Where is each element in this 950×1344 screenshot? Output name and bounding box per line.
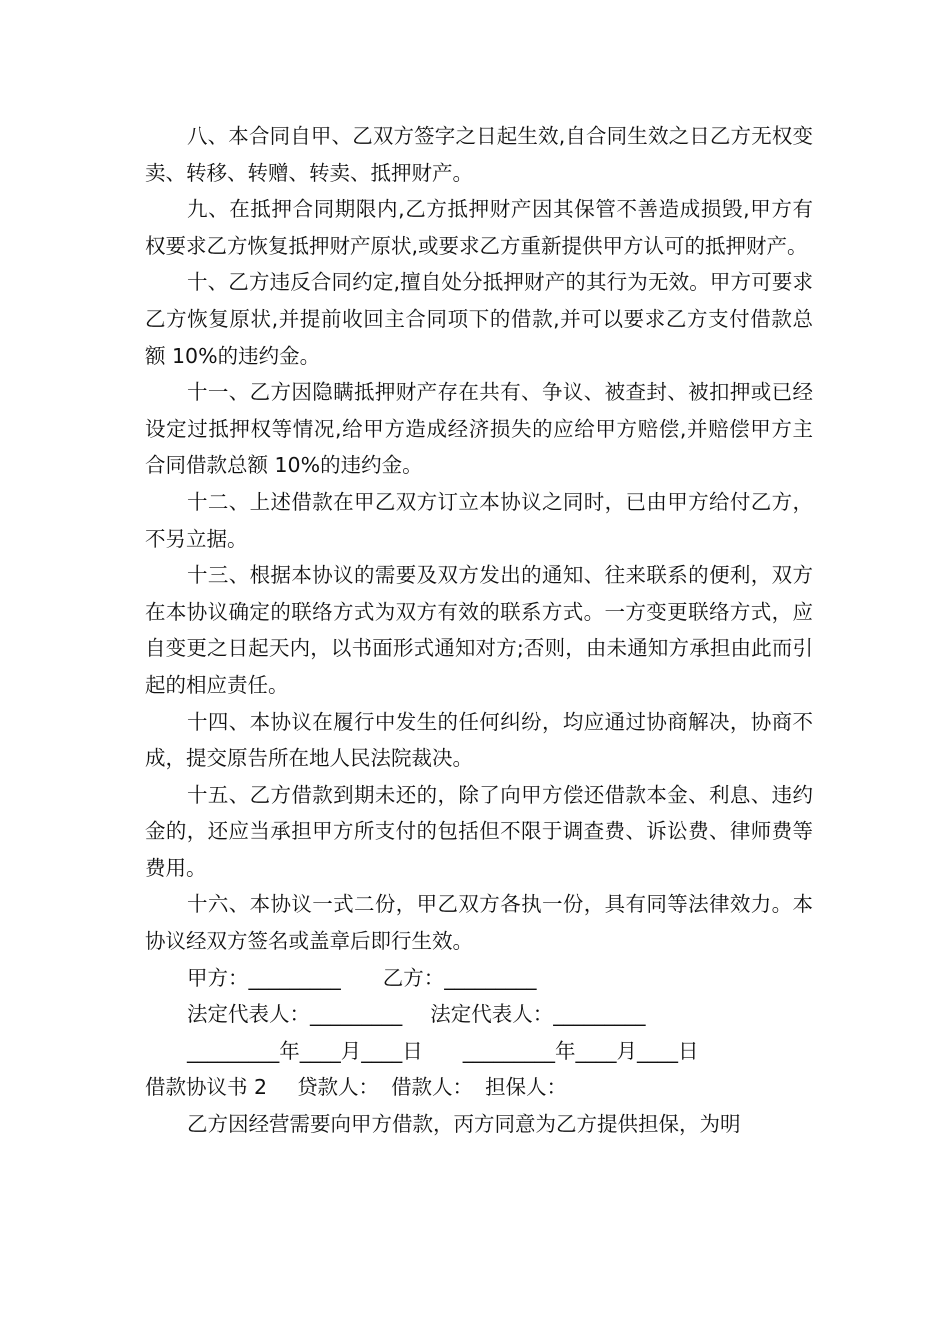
signature-representatives-row bbox=[145, 996, 813, 1033]
signature-parties-row bbox=[145, 960, 813, 997]
clause-11: 十一、乙方因隐瞒抵押财产存在共有、争议、被查封、被扣押或已经设定过抵押权等情况,给甲方造成经济损失的应给甲方赔偿,并赔偿甲方主合同借款总额 10%的违约金。 bbox=[145, 380, 813, 478]
borrower-label: 借款人： bbox=[391, 1075, 474, 1100]
party-b-signature: 乙方：_________ bbox=[382, 965, 537, 990]
date-a: _________年____月____日 bbox=[187, 1038, 423, 1063]
date-b: _________年____月____日 bbox=[462, 1038, 699, 1063]
clause-12: 十二、上述借款在甲乙双方订立本协议之同时，已由甲方给付乙方，不另立据。 bbox=[145, 489, 813, 551]
clause-15: 十五、乙方借款到期未还的，除了向甲方偿还借款本金、利息、违约金的，还应当承担甲方所支付的包括但不限于调查费、诉讼费、律师费等费用。 bbox=[145, 782, 813, 880]
signature-dates-row bbox=[145, 1033, 813, 1070]
next-section-title: 借款协议书 2 bbox=[145, 1075, 268, 1100]
representative-a-signature: 法定代表人：_________ bbox=[187, 1002, 403, 1027]
clause-10: 十、乙方违反合同约定,擅自处分抵押财产的其行为无效。甲方可要求乙方恢复原状,并提前收回主合同项下的借款,并可以要求乙方支付借款总额 10%的违约金。 bbox=[145, 270, 813, 368]
next-section-heading bbox=[145, 1069, 813, 1106]
clause-16: 十六、本协议一式二份，甲乙双方各执一份，具有同等法律效力。本协议经双方签名或盖章后即行生效。 bbox=[145, 892, 813, 954]
party-a-signature: 甲方：_________ bbox=[187, 965, 341, 990]
clause-9: 九、在抵押合同期限内,乙方抵押财产因其保管不善造成损毁,甲方有权要求乙方恢复抵押财产原状,或要求乙方重新提供甲方认可的抵押财产。 bbox=[145, 197, 813, 258]
guarantor-label: 担保人： bbox=[485, 1075, 568, 1100]
document-body bbox=[145, 118, 813, 1143]
clause-14: 十四、本协议在履行中发生的任何纠纷，均应通过协商解决，协商不成，提交原告所在地人民法院裁决。 bbox=[145, 709, 813, 771]
next-section-first-paragraph: 乙方因经营需要向甲方借款，丙方同意为乙方提供担保，为明 bbox=[187, 1112, 741, 1137]
clause-13: 十三、根据本协议的需要及双方发出的通知、往来联系的便利，双方在本协议确定的联络方式为双方有效的联系方式。一方变更联络方式，应自变更之日起天内，以书面形式通知对方;否则，由未通知方承担由此而引起的相应责任。 bbox=[145, 563, 813, 697]
representative-b-signature: 法定代表人：_________ bbox=[430, 1002, 646, 1027]
lender-label: 贷款人： bbox=[297, 1075, 380, 1100]
clause-8: 八、本合同自甲、乙双方签字之日起生效,自合同生效之日乙方无权变卖、转移、转赠、转卖、抵押财产。 bbox=[145, 124, 813, 185]
